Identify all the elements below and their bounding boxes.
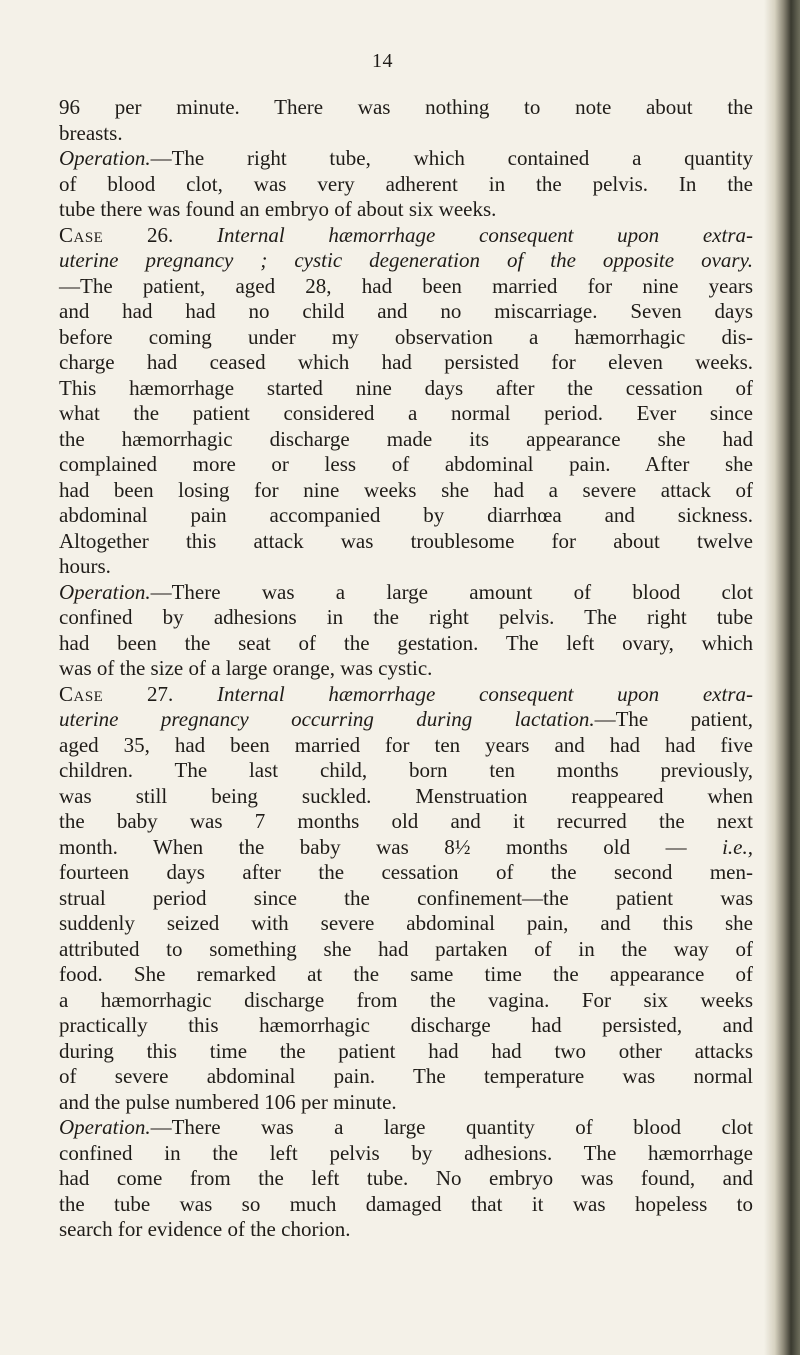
text-run: had been the seat of the gestation. The left ovary, which <box>59 630 753 655</box>
italic-text: Internal hæmorrhage consequent upon extra- <box>217 222 753 247</box>
text-run: and had had no child and no miscarriage. Seven days <box>59 299 753 323</box>
text-run: abdominal pain accompanied by diarrhœa and sickness. <box>59 503 753 527</box>
text-line <box>59 95 753 121</box>
text-run: and the pulse numbered 106 per minute. <box>59 1089 397 1114</box>
text-line <box>59 937 753 963</box>
text-line <box>59 299 753 325</box>
text-line <box>59 376 753 402</box>
page-number: 14 <box>372 50 393 72</box>
text-line <box>59 427 753 453</box>
text-line <box>59 707 753 733</box>
case-label: Case <box>59 222 104 247</box>
text-line <box>59 223 753 249</box>
italic-text: uterine pregnancy ; cystic degeneration of the opposite ovary. <box>59 248 753 272</box>
text-run: hours. <box>59 554 111 578</box>
page-edge-shadow <box>764 0 800 1355</box>
text-line <box>59 248 753 274</box>
text-run: 27. <box>103 681 217 706</box>
body-text <box>59 95 753 1243</box>
text-run: the baby was 7 months old and it recurred the next <box>59 809 753 833</box>
text-run: attributed to something she had partaken of in the way of <box>59 936 753 961</box>
text-line <box>59 452 753 478</box>
text-run: strual period since the confinement—the patient was <box>59 885 753 910</box>
text-run: was of the size of a large orange, was cystic. <box>59 656 433 680</box>
text-run: food. She remarked at the same time the appearance of <box>59 962 753 986</box>
text-line <box>59 580 753 606</box>
text-line <box>59 860 753 886</box>
italic-text: Internal hæmorrhage consequent upon extra- <box>217 681 753 706</box>
italic-text: Operation. <box>59 579 151 604</box>
text-line <box>59 1039 753 1065</box>
text-run: had come from the left tube. No embryo was found, and <box>59 1166 753 1190</box>
text-run: a hæmorrhagic discharge from the vagina. For six weeks <box>59 987 753 1012</box>
text-run: of blood clot, was very adherent in the pelvis. In the <box>59 171 753 196</box>
text-line <box>59 1166 753 1192</box>
text-run: during this time the patient had had two other attacks <box>59 1038 753 1063</box>
text-run: month. When the baby was 8½ months old — <box>59 834 723 859</box>
text-run: what the patient considered a normal period. Ever since <box>59 401 753 425</box>
text-run: fourteen days after the cessation of the second men- <box>59 860 753 884</box>
text-line <box>59 197 753 223</box>
text-line <box>59 401 753 427</box>
text-line <box>59 1090 753 1116</box>
text-line <box>59 962 753 988</box>
text-line <box>59 350 753 376</box>
text-line <box>59 656 753 682</box>
text-line <box>59 554 753 580</box>
text-line <box>59 1064 753 1090</box>
case-label: Case <box>59 681 104 706</box>
text-line <box>59 146 753 172</box>
text-run: —There was a large amount of blood clot <box>150 579 753 604</box>
text-line <box>59 172 753 198</box>
text-run: charge had ceased which had persisted for eleven weeks. <box>59 350 753 374</box>
text-line <box>59 988 753 1014</box>
text-run: had been losing for nine weeks she had a severe attack of <box>59 477 753 502</box>
italic-text: Operation. <box>59 146 151 170</box>
text-run: aged 35, had been married for ten years and had had five <box>59 732 753 757</box>
text-run: confined by adhesions in the right pelvis. The right tube <box>59 605 753 629</box>
text-line <box>59 784 753 810</box>
text-run: of severe abdominal pain. The temperature was normal <box>59 1064 753 1088</box>
text-line <box>59 503 753 529</box>
text-line <box>59 835 753 861</box>
text-run: before coming under my observation a hæmorrhagic dis- <box>59 324 753 349</box>
text-run: breasts. <box>59 120 123 145</box>
text-run: —The patient, <box>594 707 753 731</box>
text-run: confined in the left pelvis by adhesions. The hæmorrhage <box>59 1140 753 1165</box>
text-run: 96 per minute. There was nothing to note about the <box>59 95 753 119</box>
italic-text: Operation. <box>59 1115 151 1139</box>
italic-text: i.e., <box>722 834 753 859</box>
text-line <box>59 1141 753 1167</box>
text-run: children. The last child, born ten months previously, <box>59 758 753 782</box>
text-line <box>59 733 753 759</box>
text-run: the tube was so much damaged that it was hopeless to <box>59 1191 753 1216</box>
text-run: Altogether this attack was troublesome for about twelve <box>59 528 753 553</box>
text-line <box>59 911 753 937</box>
text-line <box>59 121 753 147</box>
text-line <box>59 682 753 708</box>
text-line <box>59 325 753 351</box>
text-run: was still being suckled. Menstruation reappeared when <box>59 783 753 808</box>
text-run: This hæmorrhage started nine days after the cessation of <box>59 375 753 400</box>
text-run: practically this hæmorrhagic discharge had persisted, and <box>59 1013 753 1037</box>
text-line <box>59 274 753 300</box>
text-run: complained more or less of abdominal pain. After she <box>59 452 753 476</box>
text-line <box>59 1115 753 1141</box>
text-run: 26. <box>103 222 217 247</box>
text-run: —The patient, aged 28, had been married for nine years <box>59 273 753 298</box>
text-run: —There was a large quantity of blood clot <box>150 1115 753 1139</box>
text-run: —The right tube, which contained a quantity <box>150 146 753 170</box>
text-run: tube there was found an embryo of about six weeks. <box>59 197 497 221</box>
text-line <box>59 478 753 504</box>
text-line <box>59 529 753 555</box>
text-line <box>59 809 753 835</box>
text-line <box>59 605 753 631</box>
text-run: search for evidence of the chorion. <box>59 1217 351 1241</box>
italic-text: uterine pregnancy occurring during lactation. <box>59 707 595 731</box>
text-run: suddenly seized with severe abdominal pain, and this she <box>59 911 753 935</box>
text-line <box>59 1217 753 1243</box>
text-run: the hæmorrhagic discharge made its appearance she had <box>59 426 753 451</box>
text-line <box>59 1192 753 1218</box>
text-line <box>59 886 753 912</box>
text-line <box>59 631 753 657</box>
text-line <box>59 758 753 784</box>
text-line <box>59 1013 753 1039</box>
